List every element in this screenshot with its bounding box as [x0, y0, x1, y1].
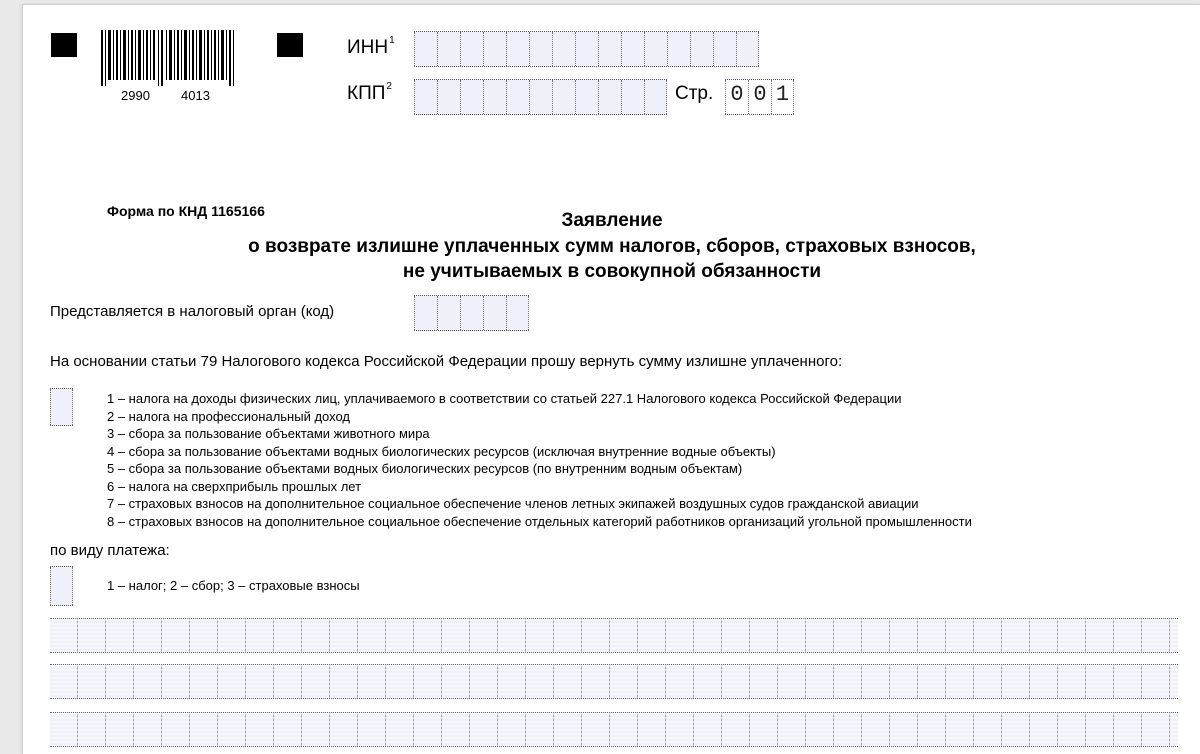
payment-type-item: 6 – налога на сверхприбыль прошлых лет [107, 478, 362, 494]
payment-type-item: 3 – сбора за пользование объектами животного мира [107, 426, 430, 441]
entry-grid-row-1[interactable] [50, 618, 1178, 653]
page-number-field[interactable] [725, 79, 794, 115]
form-code: Форма по КНД 1165166 [107, 203, 265, 219]
payment-type-list [107, 390, 972, 530]
payment-type-item: 1 – налога на доходы физических лиц, уплачиваемого в соответствии со статьей 227.1 Налогового кодекса Российской Федерации [107, 391, 902, 406]
payment-type-item: 7 – страховых взносов на дополнительное социальное обеспечение членов летных экипажей воздушных судов гражданской авиации [107, 496, 919, 511]
payment-type-field[interactable] [50, 388, 73, 426]
payment-type-item: 8 – страховых взносов на дополнительное социальное обеспечение отдельных категорий работников организаций угольной промышленности [107, 513, 972, 529]
payment-kind-field[interactable] [50, 566, 73, 606]
corner-marker-right [277, 33, 303, 57]
inn-label-wrap [347, 35, 395, 59]
basis-text: На основании статьи 79 Налогового кодекса Российской Федерации прошу вернуть сумму излишне уплаченного: [50, 353, 843, 370]
inn-label: ИНН [347, 37, 389, 58]
kpp-label: КПП [347, 83, 386, 104]
payment-type-item: 5 – сбора за пользование объектами водных биологических ресурсов (по внутренним водным объектам) [107, 461, 743, 476]
form-page [22, 4, 1200, 754]
payment-kind-options: 1 – налог; 2 – сбор; 3 – страховые взносы [107, 578, 360, 593]
payment-type-item: 2 – налога на профессиональный доход [107, 408, 351, 424]
form-title-line3: не учитываемых в совокупной обязанности [402, 261, 822, 282]
barcode-number-left: 2990 [121, 88, 150, 103]
barcode-bars [101, 30, 253, 86]
page-digit-3: 1 [771, 80, 794, 114]
barcode [101, 30, 253, 103]
inn-footnote: 1 [389, 35, 395, 46]
tax-authority-label: Представляется в налоговый орган (код) [50, 303, 335, 320]
corner-marker-left [51, 33, 77, 57]
kpp-label-wrap [347, 81, 392, 105]
entry-grid-row-2[interactable] [50, 664, 1178, 699]
payment-type-item: 4 – сбора за пользование объектами водных биологических ресурсов (исключая внутренние водные объекты) [107, 443, 776, 459]
form-title: Заявление [561, 210, 663, 231]
kpp-footnote: 2 [386, 81, 392, 92]
payment-kind-label: по виду платежа: [50, 542, 170, 559]
barcode-number-right: 4013 [181, 88, 210, 103]
page-digit-1: 0 [725, 80, 748, 114]
tax-authority-code-field[interactable] [414, 295, 529, 331]
inn-field[interactable] [414, 31, 759, 67]
form-title-line2: о возврате излишне уплаченных сумм налогов, сборов, страховых взносов, [248, 236, 976, 257]
entry-grid-row-3[interactable] [50, 712, 1178, 747]
page-label: Стр. [675, 83, 714, 104]
kpp-field[interactable] [414, 79, 667, 115]
page-digit-2: 0 [748, 80, 771, 114]
